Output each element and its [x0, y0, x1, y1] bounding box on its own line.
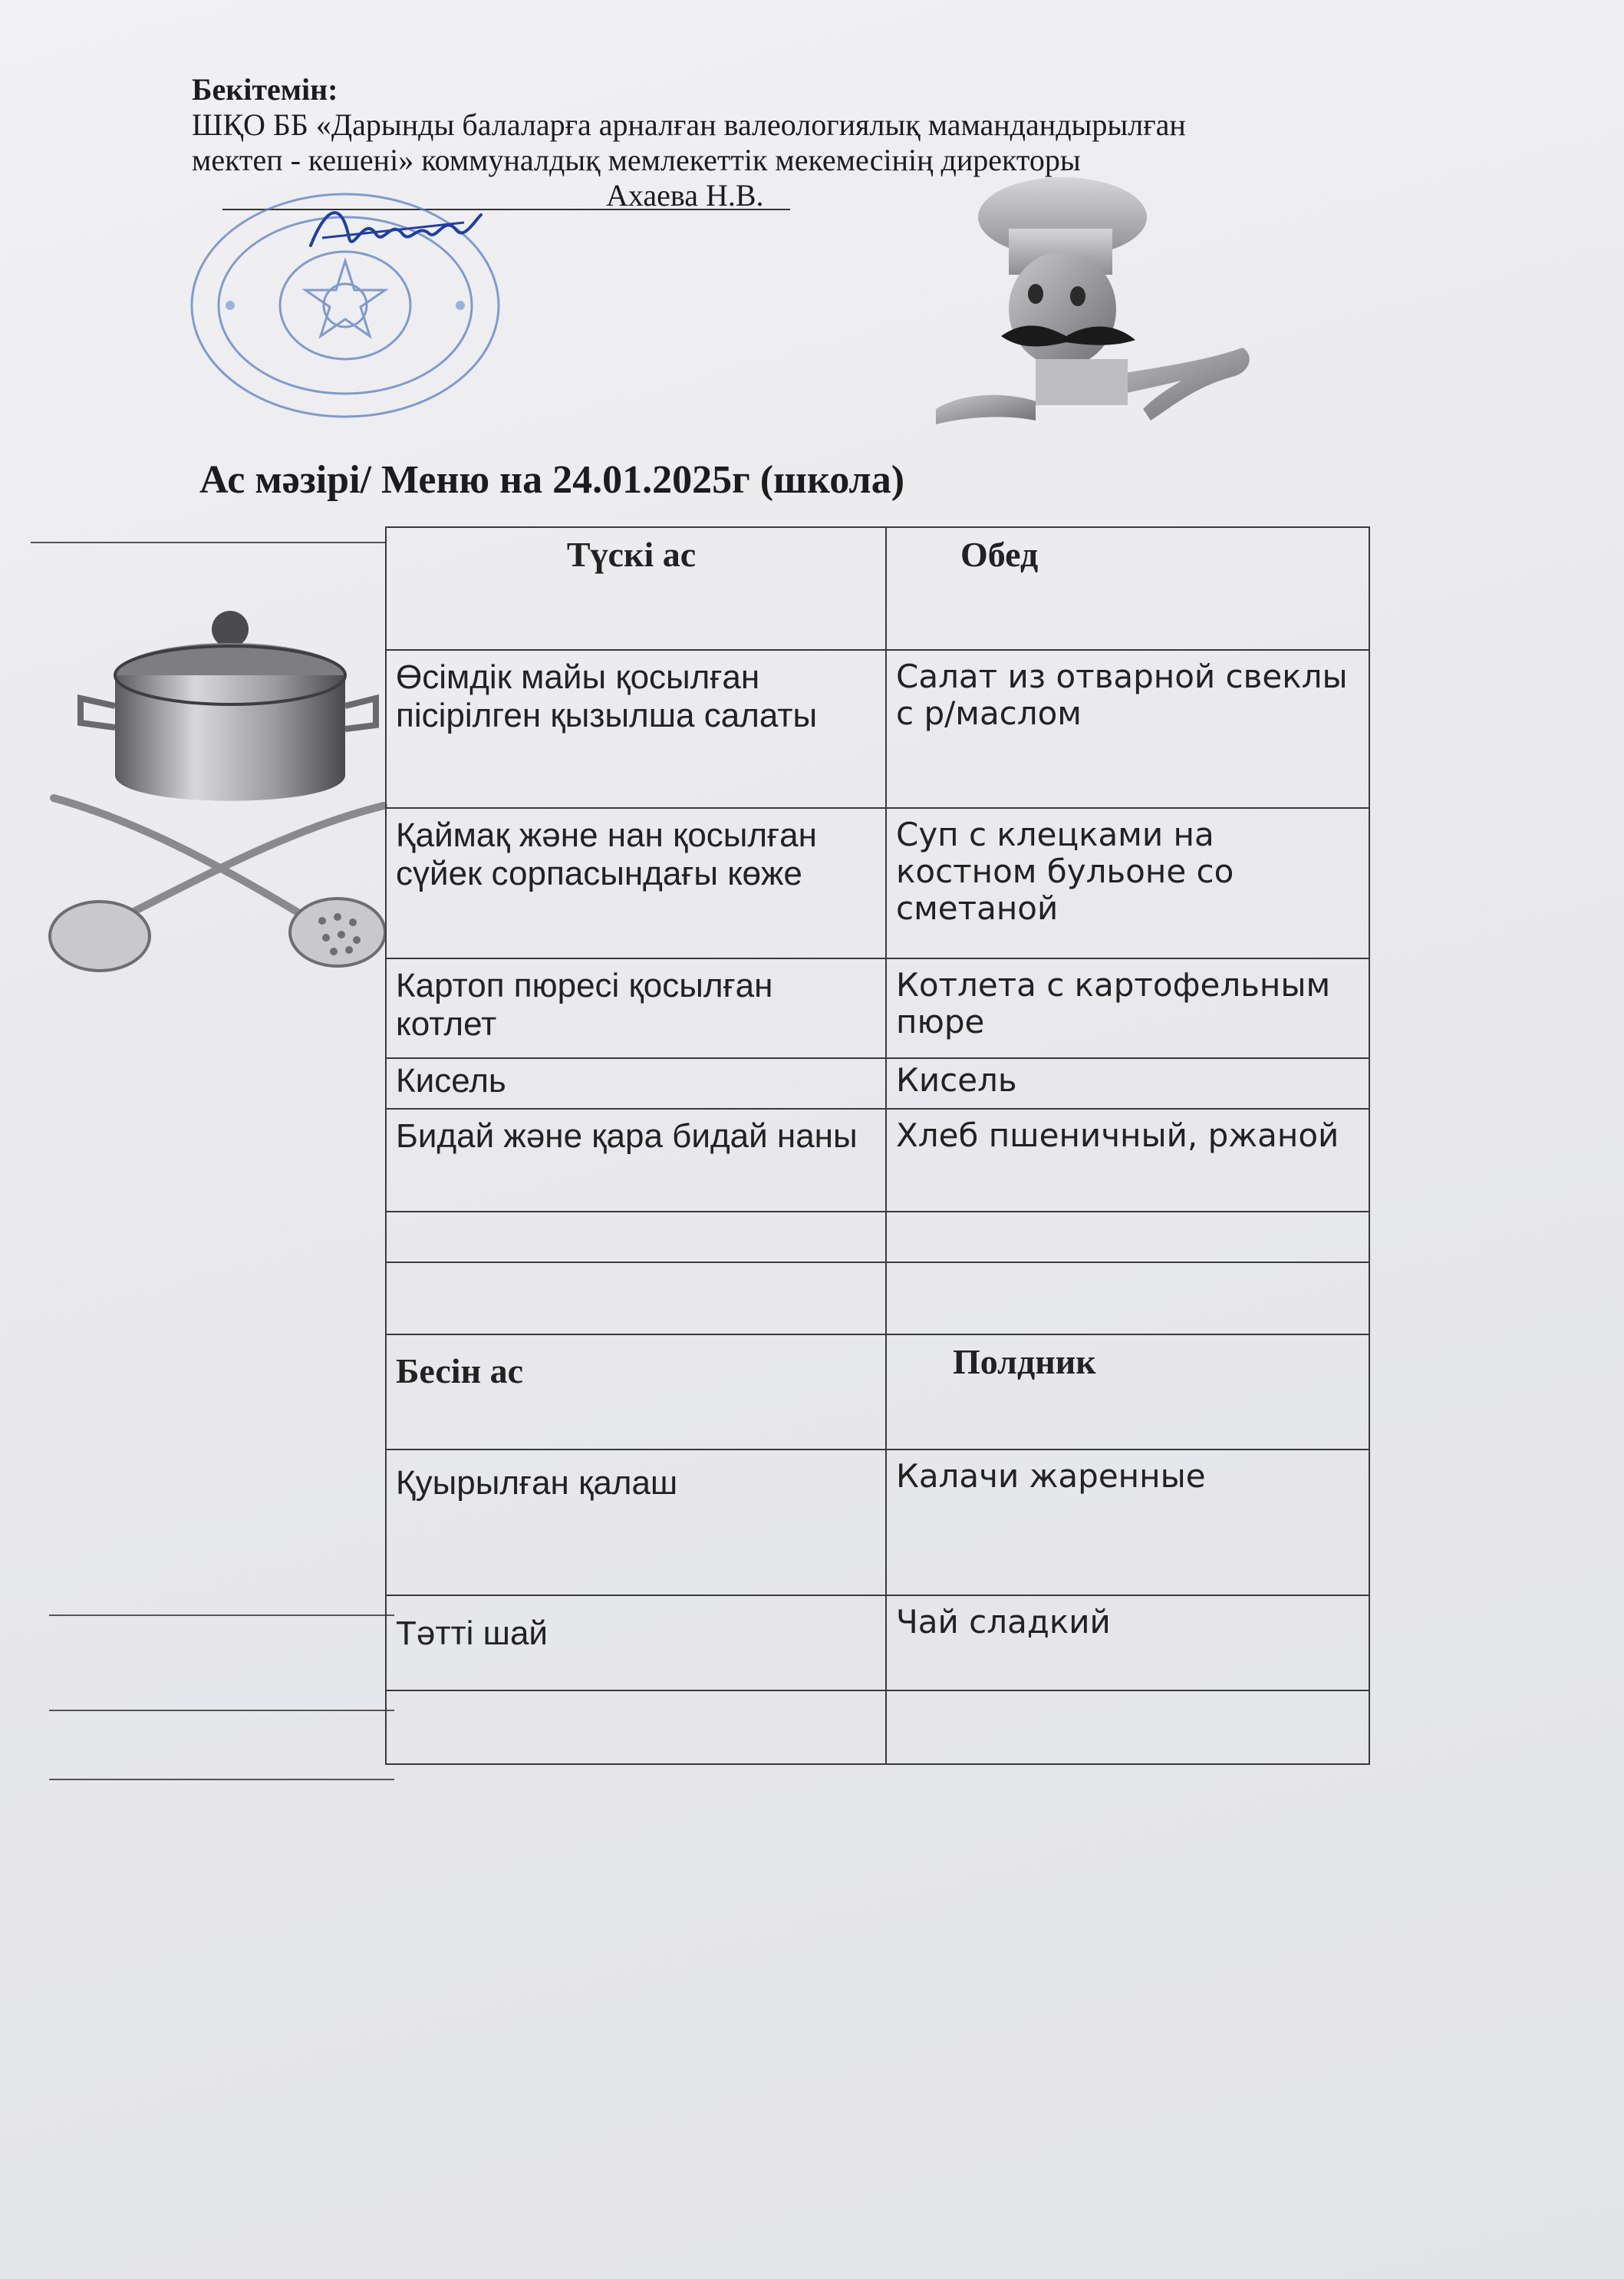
- snack-header-ru: Полдник: [886, 1334, 1369, 1450]
- lunch-item-kz: Картоп пюресі қосылған котлет: [386, 958, 886, 1058]
- approval-line-1: ШҚО ББ «Дарынды балаларға арналған валеологиялық мамандандырылған: [192, 107, 1186, 142]
- snack-header-kz: Бесін ас: [386, 1334, 886, 1450]
- lunch-item-kz: Өсімдік майы қосылған пісірілген қызылша салаты: [386, 650, 886, 808]
- outer-table-line: [49, 1779, 394, 1780]
- lunch-item-ru: Суп с клецками на костном бульоне со сметаной: [886, 808, 1369, 958]
- snack-item-ru: Калачи жаренные: [886, 1450, 1369, 1595]
- table-row: [386, 650, 1369, 808]
- empty-cell: [386, 1212, 886, 1262]
- table-row-empty: [386, 1262, 1369, 1334]
- lunch-header-kz: Түскі ас: [386, 527, 886, 650]
- table-row: [386, 1450, 1369, 1595]
- chef-illustration-icon: [921, 175, 1273, 444]
- table-row: [386, 527, 1369, 650]
- lunch-item-kz: Кисель: [386, 1058, 886, 1109]
- director-signature-icon: [303, 192, 487, 261]
- cooking-pot-icon: [46, 591, 391, 982]
- table-row: [386, 958, 1369, 1058]
- table-row: [386, 1058, 1369, 1109]
- empty-cell: [886, 1212, 1369, 1262]
- table-row-empty: [386, 1690, 1369, 1764]
- table-row: [386, 808, 1369, 958]
- empty-cell: [886, 1690, 1369, 1764]
- table-row: [386, 1334, 1369, 1450]
- outer-table-line: [49, 1710, 394, 1711]
- outer-table-line: [31, 542, 387, 543]
- empty-cell: [886, 1262, 1369, 1334]
- table-row: [386, 1595, 1369, 1690]
- approval-line-2: мектеп - кешені» коммуналдық мемлекеттік мекемесінің директоры: [192, 143, 1081, 177]
- lunch-item-ru: Котлета с картофельным пюре: [886, 958, 1369, 1058]
- approval-title: Бекітемін:: [192, 72, 338, 107]
- outer-table-line: [49, 1614, 394, 1616]
- empty-cell: [386, 1690, 886, 1764]
- menu-table: [385, 526, 1370, 1765]
- lunch-item-ru: Салат из отварной свеклы с р/маслом: [886, 650, 1369, 808]
- lunch-item-ru: Хлеб пшеничный, ржаной: [886, 1109, 1369, 1212]
- menu-title: Ас мәзірі/ Меню на 24.01.2025г (школа): [199, 458, 905, 502]
- table-row: [386, 1109, 1369, 1212]
- snack-item-ru: Чай сладкий: [886, 1595, 1369, 1690]
- lunch-header-ru: Обед: [886, 527, 1369, 650]
- lunch-item-kz: Қаймақ және нан қосылған сүйек сорпасындағы көже: [386, 808, 886, 958]
- lunch-item-ru: Кисель: [886, 1058, 1369, 1109]
- empty-cell: [386, 1262, 886, 1334]
- director-name: Ахаева Н.В.: [606, 178, 764, 213]
- snack-item-kz: Тәтті шай: [386, 1595, 886, 1690]
- lunch-item-kz: Бидай және қара бидай наны: [386, 1109, 886, 1212]
- table-row-empty: [386, 1212, 1369, 1262]
- snack-item-kz: Қуырылған қалаш: [386, 1450, 886, 1595]
